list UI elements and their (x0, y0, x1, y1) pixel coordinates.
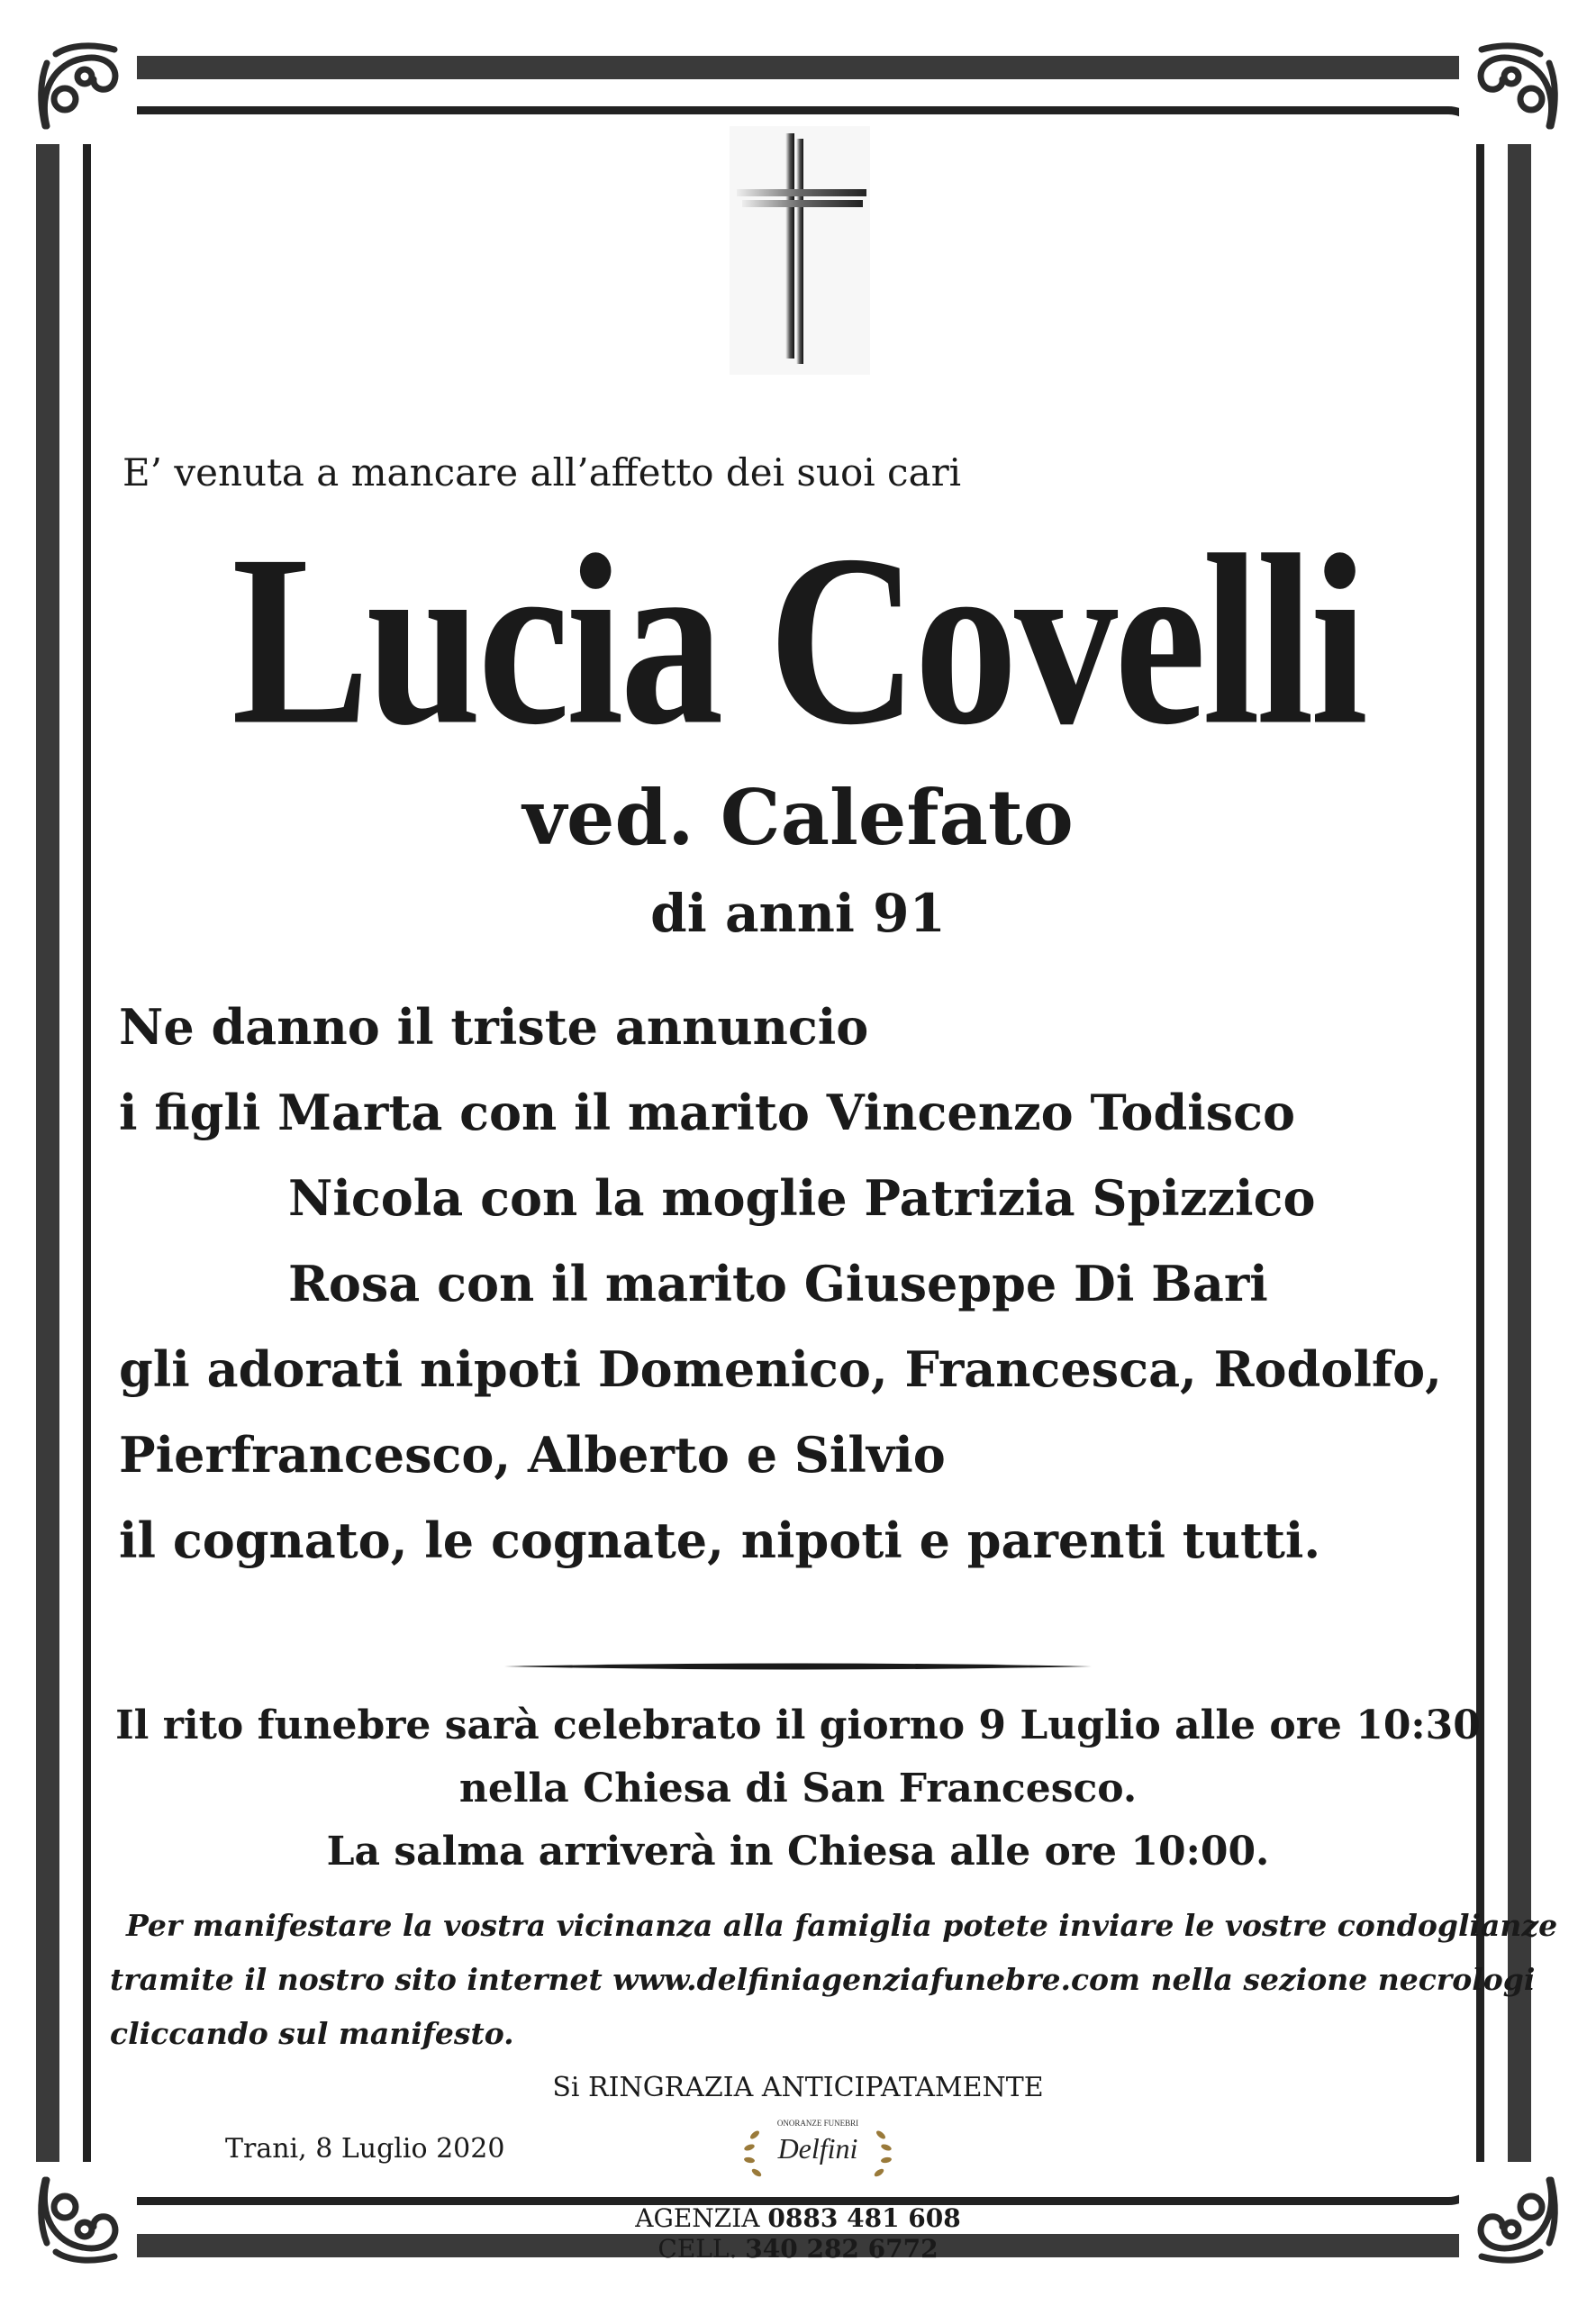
age-text: di anni 91 (650, 883, 946, 944)
agency-phone-label: AGENZIA (635, 2203, 760, 2233)
inner-frame-border (83, 106, 1484, 2205)
family-line: i figli Marta con il marito Vincenzo Todisco (119, 1084, 1296, 1141)
agency-phone-line (0, 2203, 1596, 2233)
deceased-name: Lucia Covelli (231, 504, 1365, 776)
agency-cell: 340 282 6772 (745, 2234, 939, 2264)
rite-line: La salma arriverà in Chiesa alle ore 10:00. (326, 1829, 1270, 1875)
family-line: Nicola con la moglie Patrizia Spizzico (288, 1169, 1316, 1227)
rite-line: nella Chiesa di San Francesco. (458, 1766, 1138, 1811)
cross-icon (730, 126, 870, 375)
logo-name-text: Delfini (777, 2132, 858, 2165)
family-line: Rosa con il marito Giuseppe Di Bari (288, 1255, 1268, 1312)
intro-text: E’ venuta a mancare all’affetto dei suoi cari (122, 450, 962, 495)
family-line: gli adorati nipoti Domenico, Francesca, Rodolfo, (119, 1340, 1442, 1398)
agency-cell-line (0, 2234, 1596, 2264)
rite-line: Il rito funebre sarà celebrato il giorno 9 Luglio alle ore 10:30 (115, 1702, 1481, 1748)
condolence-line: tramite il nostro sito internet www.delfiniagenziafunebre.com nella sezione necrologi (110, 1962, 1536, 1997)
agency-cell-label: CELL. (657, 2234, 738, 2264)
laurel-logo-icon (728, 2108, 908, 2198)
thanks-text: Si RINGRAZIA ANTICIPATAMENTE (552, 2072, 1044, 2103)
logo-top-text: ONORANZE FUNEBRI (776, 2119, 859, 2128)
family-line: Pierfrancesco, Alberto e Silvio (119, 1426, 946, 1484)
ornament-corner-icon (29, 36, 137, 144)
widow-of-text: ved. Calefato (522, 773, 1074, 862)
condolence-line: Per manifestare la vostra vicinanza alla famiglia potete inviare le vostre condoglianze (126, 1908, 1558, 1943)
family-line: il cognato, le cognate, nipoti e parenti tutti. (119, 1512, 1321, 1569)
condolence-line: cliccando sul manifesto. (110, 2016, 514, 2051)
family-line: Ne danno il triste annuncio (119, 998, 869, 1056)
divider (504, 1657, 1092, 1666)
agency-phone: 0883 481 608 (767, 2203, 961, 2233)
ornament-corner-icon (1459, 36, 1567, 144)
place-date: Trani, 8 Luglio 2020 (225, 2133, 505, 2165)
